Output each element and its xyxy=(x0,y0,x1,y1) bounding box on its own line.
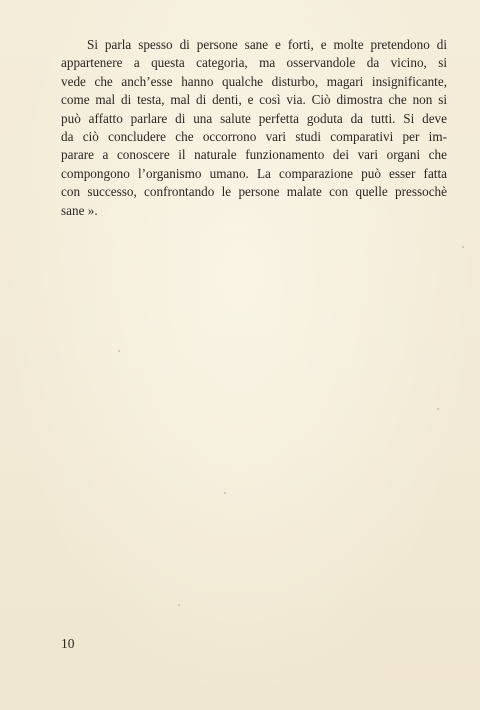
paragraph-line: da ciò concludere che occorrono vari studi comparativi per im- xyxy=(61,129,447,145)
paragraph-line: sane ». xyxy=(61,202,98,218)
page-number: 10 xyxy=(61,636,75,651)
paragraph-line: compongono l’organismo umano. La comparazione può esser fatta xyxy=(61,165,447,181)
paragraph-line: appartenere a questa categoria, ma osservandole da vicino, si xyxy=(61,55,447,71)
paper-speck xyxy=(437,408,439,410)
paper-speck xyxy=(178,604,180,606)
paragraph-line: come mal di testa, mal di denti, e così via. Ciò dimostra che non si xyxy=(61,92,447,108)
paragraph-line: può affatto parlare di una salute perfetta goduta da tutti. Si deve xyxy=(61,110,447,126)
paper-speck xyxy=(462,246,464,248)
paper-speck xyxy=(118,350,120,352)
paragraph-line: parare a conoscere il naturale funzionamento dei vari organi che xyxy=(61,147,447,163)
paragraph-line: Si parla spesso di persone sane e forti, e molte pretendono di xyxy=(87,37,447,52)
body-paragraph xyxy=(61,36,447,220)
paragraph-line: con successo, confrontando le persone malate con quelle pressochè xyxy=(61,184,447,200)
paper-speck xyxy=(224,492,226,494)
paragraph-line: vede che anch’esse hanno qualche disturbo, magari insignificante, xyxy=(61,73,447,89)
